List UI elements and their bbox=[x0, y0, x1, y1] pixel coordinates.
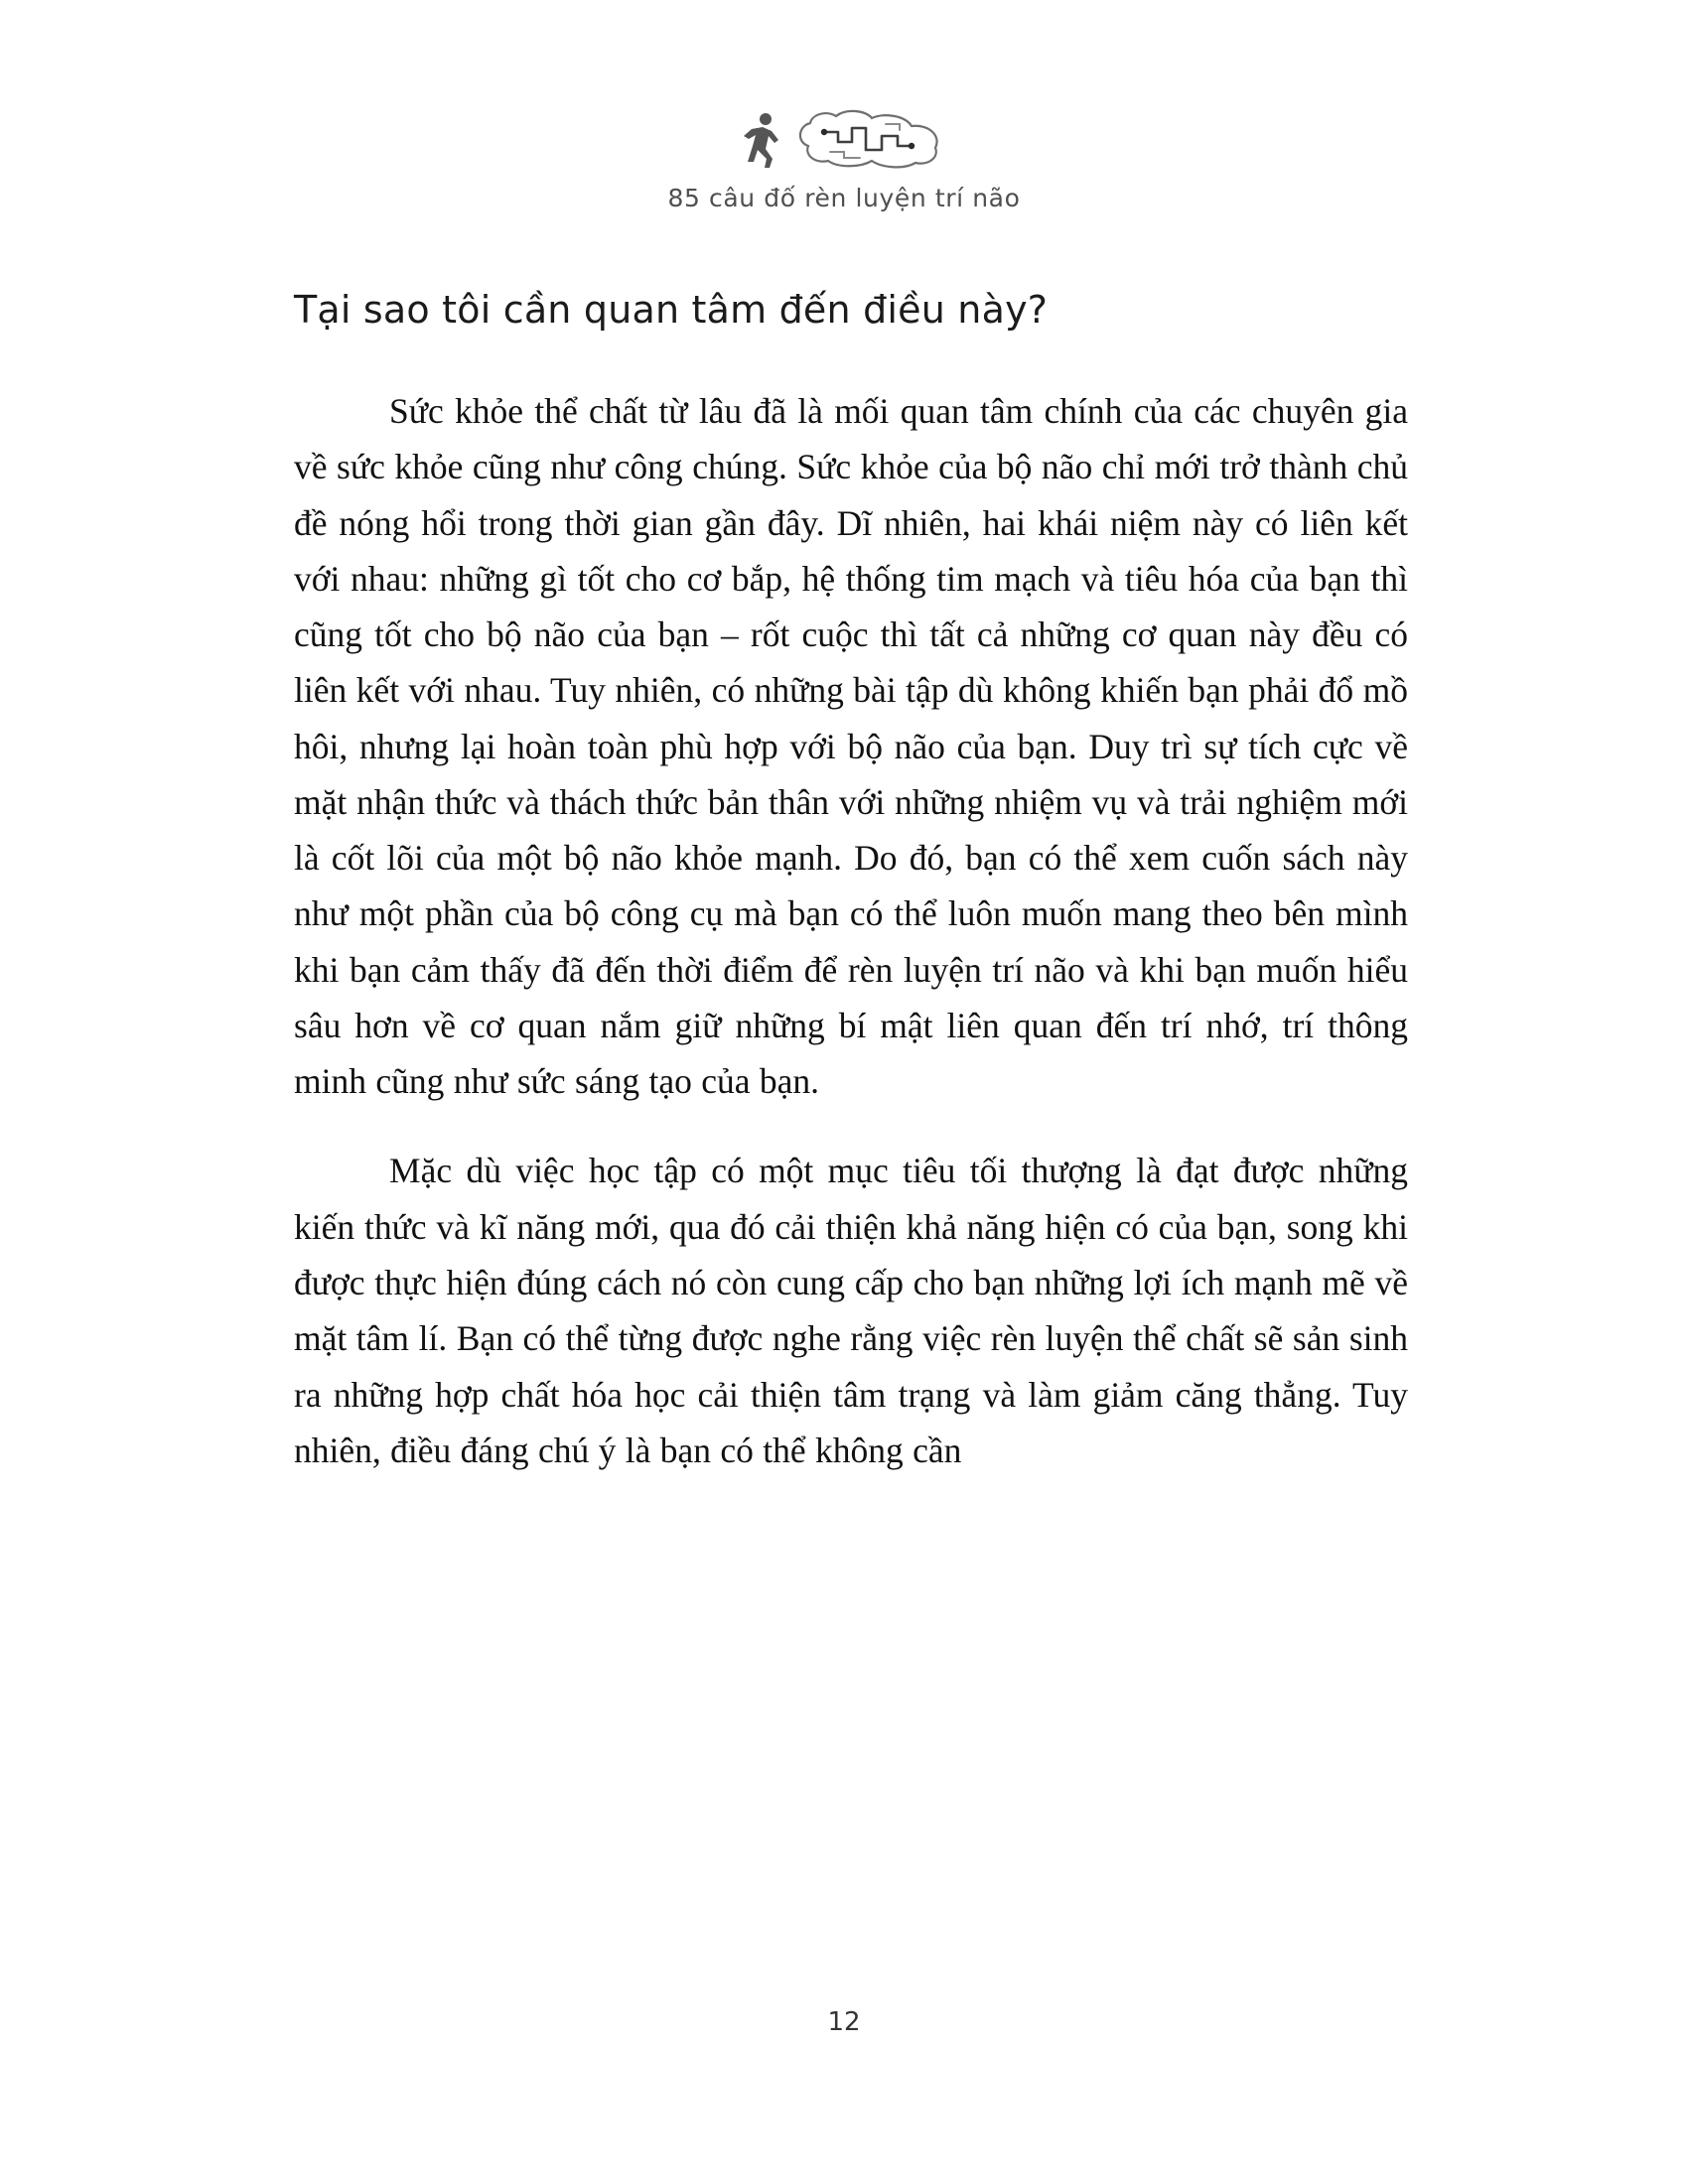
page-number: 12 bbox=[827, 2007, 861, 2037]
runner-icon bbox=[739, 110, 784, 170]
running-head-title: 85 câu đố rèn luyện trí não bbox=[667, 184, 1021, 212]
running-head-ornament bbox=[0, 104, 1688, 170]
running-head bbox=[0, 104, 1688, 212]
body-paragraph-1: Sức khỏe thể chất từ lâu đã là mối quan tâm chính của các chuyên gia về sức khỏe cũng như công chúng. Sức khỏe của bộ não chỉ mới trở thành chủ đề nóng hổi trong thời gian gần đây. Dĩ nhiên, hai khái niệm này có liên kết với nhau: những gì tốt cho cơ bắp, hệ thống tim mạch và tiêu hóa của bạn thì cũng tốt cho bộ não của bạn – rốt cuộc thì tất cả những cơ quan này đều có liên kết với nhau. Tuy nhiên, có những bài tập dù không khiến bạn phải đổ mồ hôi, nhưng lại hoàn toàn phù hợp với bộ não của bạn. Duy trì sự tích cực về mặt nhận thức và thách thức bản thân với những nhiệm vụ và trải nghiệm mới là cốt lõi của một bộ não khỏe mạnh. Do đó, bạn có thể xem cuốn sách này như một phần của bộ công cụ mà bạn có thể luôn muốn mang theo bên mình khi bạn cảm thấy đã đến thời điểm để rèn luyện trí não và khi bạn muốn hiểu sâu hơn về cơ quan nắm giữ những bí mật liên quan đến trí nhớ, trí thông minh cũng như sức sáng tạo của bạn. bbox=[294, 391, 1408, 1102]
page-content bbox=[294, 288, 1408, 1478]
brain-maze-icon bbox=[790, 106, 949, 170]
body-paragraph-2: Mặc dù việc học tập có một mục tiêu tối thượng là đạt được những kiến thức và kĩ năng mới, qua đó cải thiện khả năng hiện có của bạn, song khi được thực hiện đúng cách nó còn cung cấp cho bạn những lợi ích mạnh mẽ về mặt tâm lí. Bạn có thể từng được nghe rằng việc rèn luyện thể chất sẽ sản sinh ra những hợp chất hóa học cải thiện tâm trạng và làm giảm căng thẳng. Tuy nhiên, điều đáng chú ý là bạn có thể không cần bbox=[294, 1151, 1408, 1470]
page-title: Tại sao tôi cần quan tâm đến điều này? bbox=[294, 288, 1049, 332]
